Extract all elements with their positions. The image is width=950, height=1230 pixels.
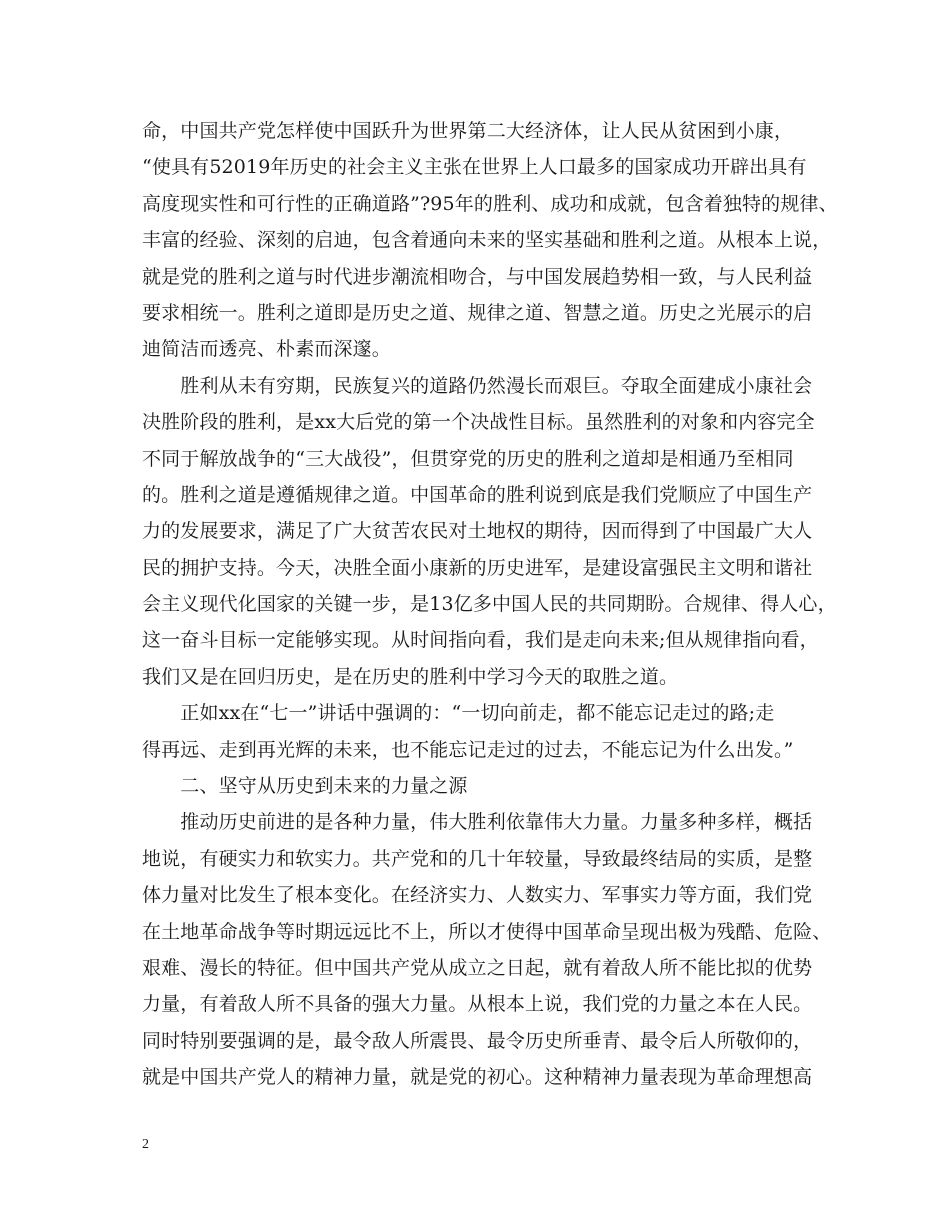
body-text (142, 113, 838, 1096)
text-line: 胜利从未有穷期，民族复兴的道路仍然漫长而艰巨。夺取全面建成小康社会 (142, 374, 813, 397)
text-line: 同时特别要强调的是，最令敌人所震畏、最令历史所垂青、最令后人所敬仰的， (142, 1029, 813, 1052)
text-line: 正如xx在“七一”讲话中强调的：“一切向前走，都不能忘记走过的路;走 (142, 702, 775, 725)
text-line: 就是中国共产党人的精神力量，就是党的初心。这种精神力量表现为革命理想高 (142, 1066, 813, 1089)
text-line: 力量，有着敌人所不具备的强大力量。从根本上说，我们党的力量之本在人民。 (142, 993, 813, 1016)
text-line: 艰难、漫长的特征。但中国共产党从成立之日起，就有着敌人所不能比拟的优势 (142, 956, 813, 979)
text-line: 会主义现代化国家的关键一步，是13亿多中国人民的共同期盼。合规律、得人心， (142, 593, 837, 616)
text-line: “使具有52019年历史的社会主义主张在世界上人口最多的国家成功开辟出具有 (142, 156, 807, 179)
text-line: 这一奋斗目标一定能够实现。从时间指向看，我们是走向未来;但从规律指向看， (142, 629, 819, 652)
text-line: 就是党的胜利之道与时代进步潮流相吻合，与中国发展趋势相一致，与人民利益 (142, 265, 813, 288)
text-line: 地说，有硬实力和软实力。共产党和的几十年较量，导致最终结局的实质，是整 (142, 847, 813, 870)
text-line: 推动历史前进的是各种力量，伟大胜利依靠伟大力量。力量多种多样，概括 (142, 811, 813, 834)
text-line: 的。胜利之道是遵循规律之道。中国革命的胜利说到底是我们党顺应了中国生产 (142, 483, 813, 506)
text-line: 体力量对比发生了根本变化。在经济实力、人数实力、军事实力等方面，我们党 (142, 884, 813, 907)
text-line: 民的拥护支持。今天，决胜全面小康新的历史进军，是建设富强民主文明和谐社 (142, 556, 813, 579)
text-line: 高度现实性和可行性的正确道路”?95年的胜利、成功和成就，包含着独特的规律、 (142, 192, 838, 215)
text-line: 不同于解放战争的“三大战役”，但贯穿党的历史的胜利之道却是相通乃至相同 (142, 447, 794, 470)
text-line: 要求相统一。胜利之道即是历史之道、规律之道、智慧之道。历史之光展示的启 (142, 301, 813, 324)
text-line: 丰富的经验、深刻的启迪，包含着通向未来的坚实基础和胜利之道。从根本上说， (142, 229, 832, 252)
section-heading: 二、坚守从历史到未来的力量之源 (142, 775, 468, 798)
text-line: 迪简洁而透亮、朴素而深邃。 (142, 338, 391, 361)
text-line: 命，中国共产党怎样使中国跃升为世界第二大经济体，让人民从贫困到小康， (142, 120, 794, 142)
text-line: 我们又是在回归历史，是在历史的胜利中学习今天的取胜之道。 (142, 665, 679, 688)
page-number: 2 (142, 1137, 149, 1152)
text-line: 得再远、走到再光辉的未来，也不能忘记走过的过去，不能忘记为什么出发。” (142, 738, 794, 761)
text-line: 决胜阶段的胜利，是xx大后党的第一个决战性目标。虽然胜利的对象和内容完全 (142, 411, 815, 434)
text-line: 在土地革命战争等时期远远比不上，所以才使得中国革命呈现出极为残酷、危险、 (142, 920, 832, 943)
text-line: 力的发展要求，满足了广大贫苦农民对土地权的期待，因而得到了中国最广大人 (142, 520, 813, 543)
